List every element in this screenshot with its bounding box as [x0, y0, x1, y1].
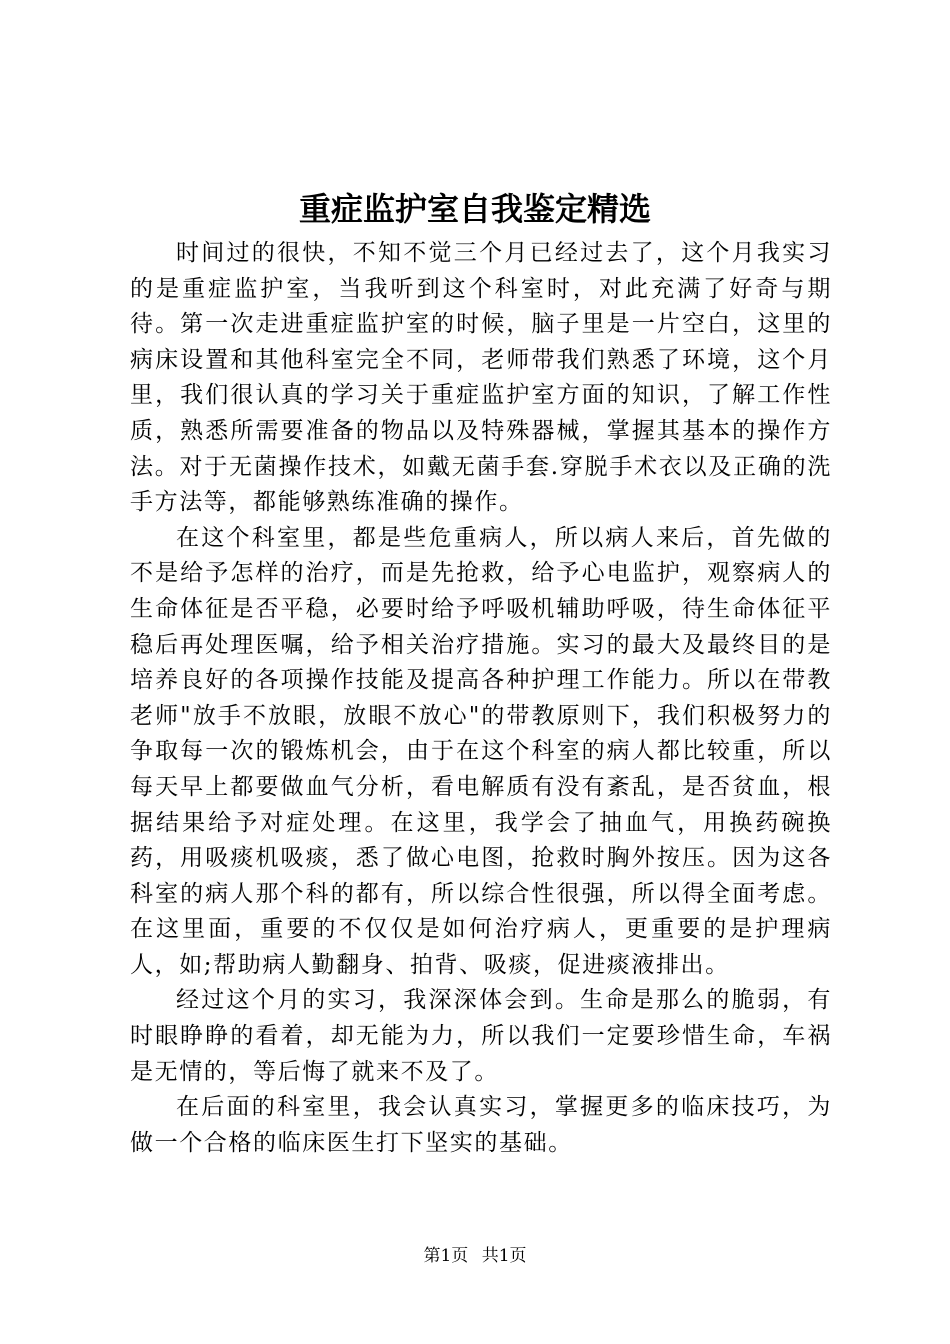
document-title: 重症监护室自我鉴定精选 [298, 190, 651, 228]
page-footer [0, 1244, 950, 1268]
paragraph-1: 时间过的很快，不知不觉三个月已经过去了，这个月我实习的是重症监护室，当我听到这个科室时，对此充满了好奇与期待。第一次走进重症监护室的时候，脑子里是一片空白，这里的病床设置和其他科室完全不同，老师带我们熟悉了环境，这个月里，我们很认真的学习关于重症监护室方面的知识，了解工作性质，熟悉所需要准备的物品以及特殊器械，掌握其基本的操作方法。对于无菌操作技术，如戴无菌手套.穿脱手术衣以及正确的洗手方法等，都能够熟练准确的操作。 [130, 240, 832, 516]
paragraph-4: 在后面的科室里，我会认真实习，掌握更多的临床技巧，为做一个合格的临床医生打下坚实的基础。 [130, 1094, 832, 1156]
page-number: 第1页 [423, 1246, 469, 1266]
paragraph-3: 经过这个月的实习，我深深体会到。生命是那么的脆弱，有时眼睁睁的看着，却无能为力，所以我们一定要珍惜生命，车祸是无情的，等后悔了就来不及了。 [130, 987, 832, 1085]
paragraph-2: 在这个科室里，都是些危重病人，所以病人来后，首先做的不是给予怎样的治疗，而是先抢救，给予心电监护，观察病人的生命体征是否平稳，必要时给予呼吸机辅助呼吸，待生命体征平稳后再处理医嘱，给予相关治疗措施。实习的最大及最终目的是培养良好的各项操作技能及提高各种护理工作能力。所以在带教老师"放手不放眼，放眼不放心"的带教原则下，我们积极努力的争取每一次的锻炼机会，由于在这个科室的病人都比较重，所以每天早上都要做血气分析，看电解质有没有紊乱，是否贫血，根据结果给予对症处理。在这里，我学会了抽血气，用换药碗换药，用吸痰机吸痰，悉了做心电图，抢救时胸外按压。因为这各科室的病人那个科的都有，所以综合性很强，所以得全面考虑。在这里面，重要的不仅仅是如何治疗病人，更重要的是护理病人，如;帮助病人勤翻身、拍背、吸痰，促进痰液排出。 [130, 524, 832, 978]
document-body [130, 236, 832, 1161]
page-total: 共1页 [481, 1246, 527, 1266]
